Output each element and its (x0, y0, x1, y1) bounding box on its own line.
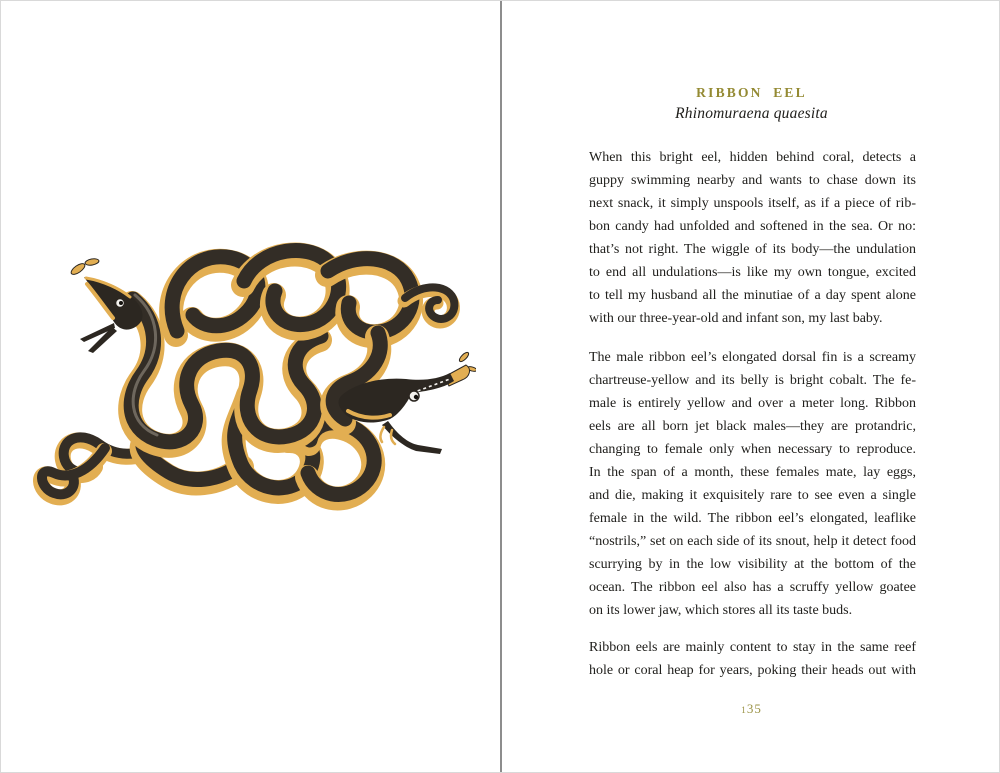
ribbon-tangle (130, 250, 454, 498)
body-line: to tell my husband all the minutiae of a day spent alone (589, 288, 916, 303)
left-snout-leaf (69, 262, 86, 277)
body-line: When this bright eel, hidden behind coral, detects a (589, 150, 916, 165)
left-snout-leaf (85, 258, 100, 266)
chapter-title: RIBBON EEL (696, 85, 807, 100)
body-line: and die, making it exquisitely rare to see even a single (589, 488, 916, 503)
body-line: Ribbon eels are mainly content to stay in the same reef (589, 640, 916, 655)
page-number: 135 (741, 701, 762, 716)
body-line: chartreuse-yellow and its belly is bright cobalt. The fe- (589, 373, 916, 388)
body-line: to end all undulations—is like my own tongue, excited (589, 265, 916, 280)
body-line: The male ribbon eel’s elongated dorsal fin is a screamy (589, 350, 916, 365)
paragraph-3 (589, 636, 916, 682)
body-line: with our three-year-old and infant son, my last baby. (589, 311, 883, 326)
left-eel-head (69, 258, 142, 353)
body-line: In the span of a month, these females mate, lay eggs, (589, 465, 916, 480)
body-line: next snack, it simply unspools itself, as if a piece of rib- (589, 196, 916, 211)
right-page (502, 1, 1000, 773)
body-line: on its lower jaw, which stores all its taste buds. (589, 603, 853, 618)
body-line: “nostrils,” set on each side of its snout, help it detect food (589, 534, 916, 549)
body-line: that’s not right. The wiggle of its body—the undulation (589, 242, 916, 257)
paragraph-2 (589, 346, 916, 622)
body-line: hole or coral heap for years, poking their heads out with (589, 663, 916, 678)
body-line: guppy swimming nearby and wants to chase down its (589, 173, 916, 188)
right-snout-leaf (458, 351, 470, 363)
paragraph-1 (589, 146, 916, 330)
body-line: eels are all born jet black males—they are protandric, (589, 419, 916, 434)
ribbon-eels-illustration (26, 239, 476, 524)
body-line: changing to female only when necessary to reproduce. (589, 442, 916, 457)
left-page (1, 1, 500, 773)
species-name: Rhinomuraena quaesita (675, 105, 828, 122)
body-line: ocean. The ribbon eel also has a scruffy yellow goatee (589, 580, 916, 595)
body-line: scurrying by in the low visibility at the bottom of the (589, 557, 916, 572)
body-line: male is entirely yellow and over a meter long. Ribbon (589, 396, 916, 411)
body-line: bon candy had unfolded and softened in the sea. Or no: (589, 219, 916, 234)
body-line: female in the wild. The ribbon eel’s elongated, leaflike (589, 511, 916, 526)
